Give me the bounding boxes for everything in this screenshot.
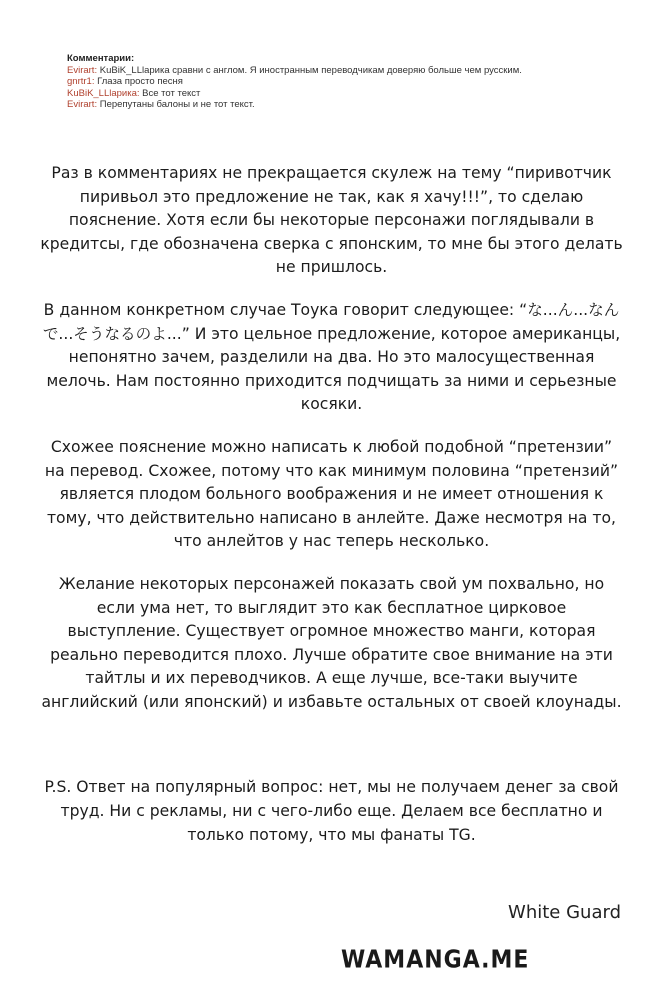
paragraph-2: В данном конкретном случае Тоука говорит следующее: “な...ん...なんで...そうなるのよ...” И это цельное предложение, которое американцы, непонятно зачем, разделили на два. Но это малосущественная мелочь. Нам постоянно приходится подчищать за ними и серьезные косяки. <box>42 300 621 414</box>
ps-paragraph: P.S. Ответ на популярный вопрос: нет, мы не получаем денег за свой труд. Ни с рекламы, ни с чего-либо еще. Делаем все бесплатно и только потому, что мы фанаты TG. <box>44 778 619 844</box>
comment-user: gnrtr1: <box>67 76 95 87</box>
comments-heading: Комментарии: <box>67 53 135 64</box>
comment-line <box>67 99 627 111</box>
comment-text: Все тот текст <box>142 87 201 99</box>
comment-text: KuBiK_LLlарика сравни с англом. Я иностранным переводчикам доверяю больше чем русским. <box>99 64 522 76</box>
watermark-logo: WAMANGA.ME <box>341 946 530 974</box>
comment-user: KuBiK_LLlарика: <box>67 87 140 99</box>
paragraph-1: Раз в комментариях не прекращается скулеж на тему “пиривотчик пиривьол это предложение не так, как я хачу!!!”, то сделаю пояснение. Хотя если бы некоторые персонажи поглядывали в кредитсы, где обозначена сверка с японским, то мне бы этого делать не пришлось. <box>40 164 623 277</box>
announcement-body <box>40 162 623 866</box>
comment-user: Evirart: <box>67 99 98 110</box>
comment-user: Evirart: <box>67 64 98 76</box>
paragraph-3: Схожее пояснение можно написать к любой подобной “претензии” на перевод. Схожее, потому что как минимум половина “претензий” является плодом больного воображения и не имеет отношения к тому, что действительно написано в анлейте. Даже несмотря на то, что анлейтов у нас теперь несколько. <box>44 437 619 551</box>
comments-block <box>67 53 627 111</box>
comment-text: Перепутаны балоны и не тот текст. <box>99 99 255 110</box>
comment-line <box>67 76 627 88</box>
signature: White Guard <box>508 902 621 923</box>
comment-line <box>67 88 627 100</box>
comment-line <box>67 65 627 77</box>
paragraph-4: Желание некоторых персонажей показать свой ум похвально, но если ума нет, то выглядит это как бесплатное цирковое выступление. Существует огромное множество манги, которая реально переводится плохо. Лучше обратите свое внимание на эти тайтлы и их переводчиков. А еще лучше, все-таки выучите английский (или японский) и избавьте остальных от своей клоунады. <box>41 574 622 711</box>
comment-text: Глаза просто песня <box>97 76 183 87</box>
